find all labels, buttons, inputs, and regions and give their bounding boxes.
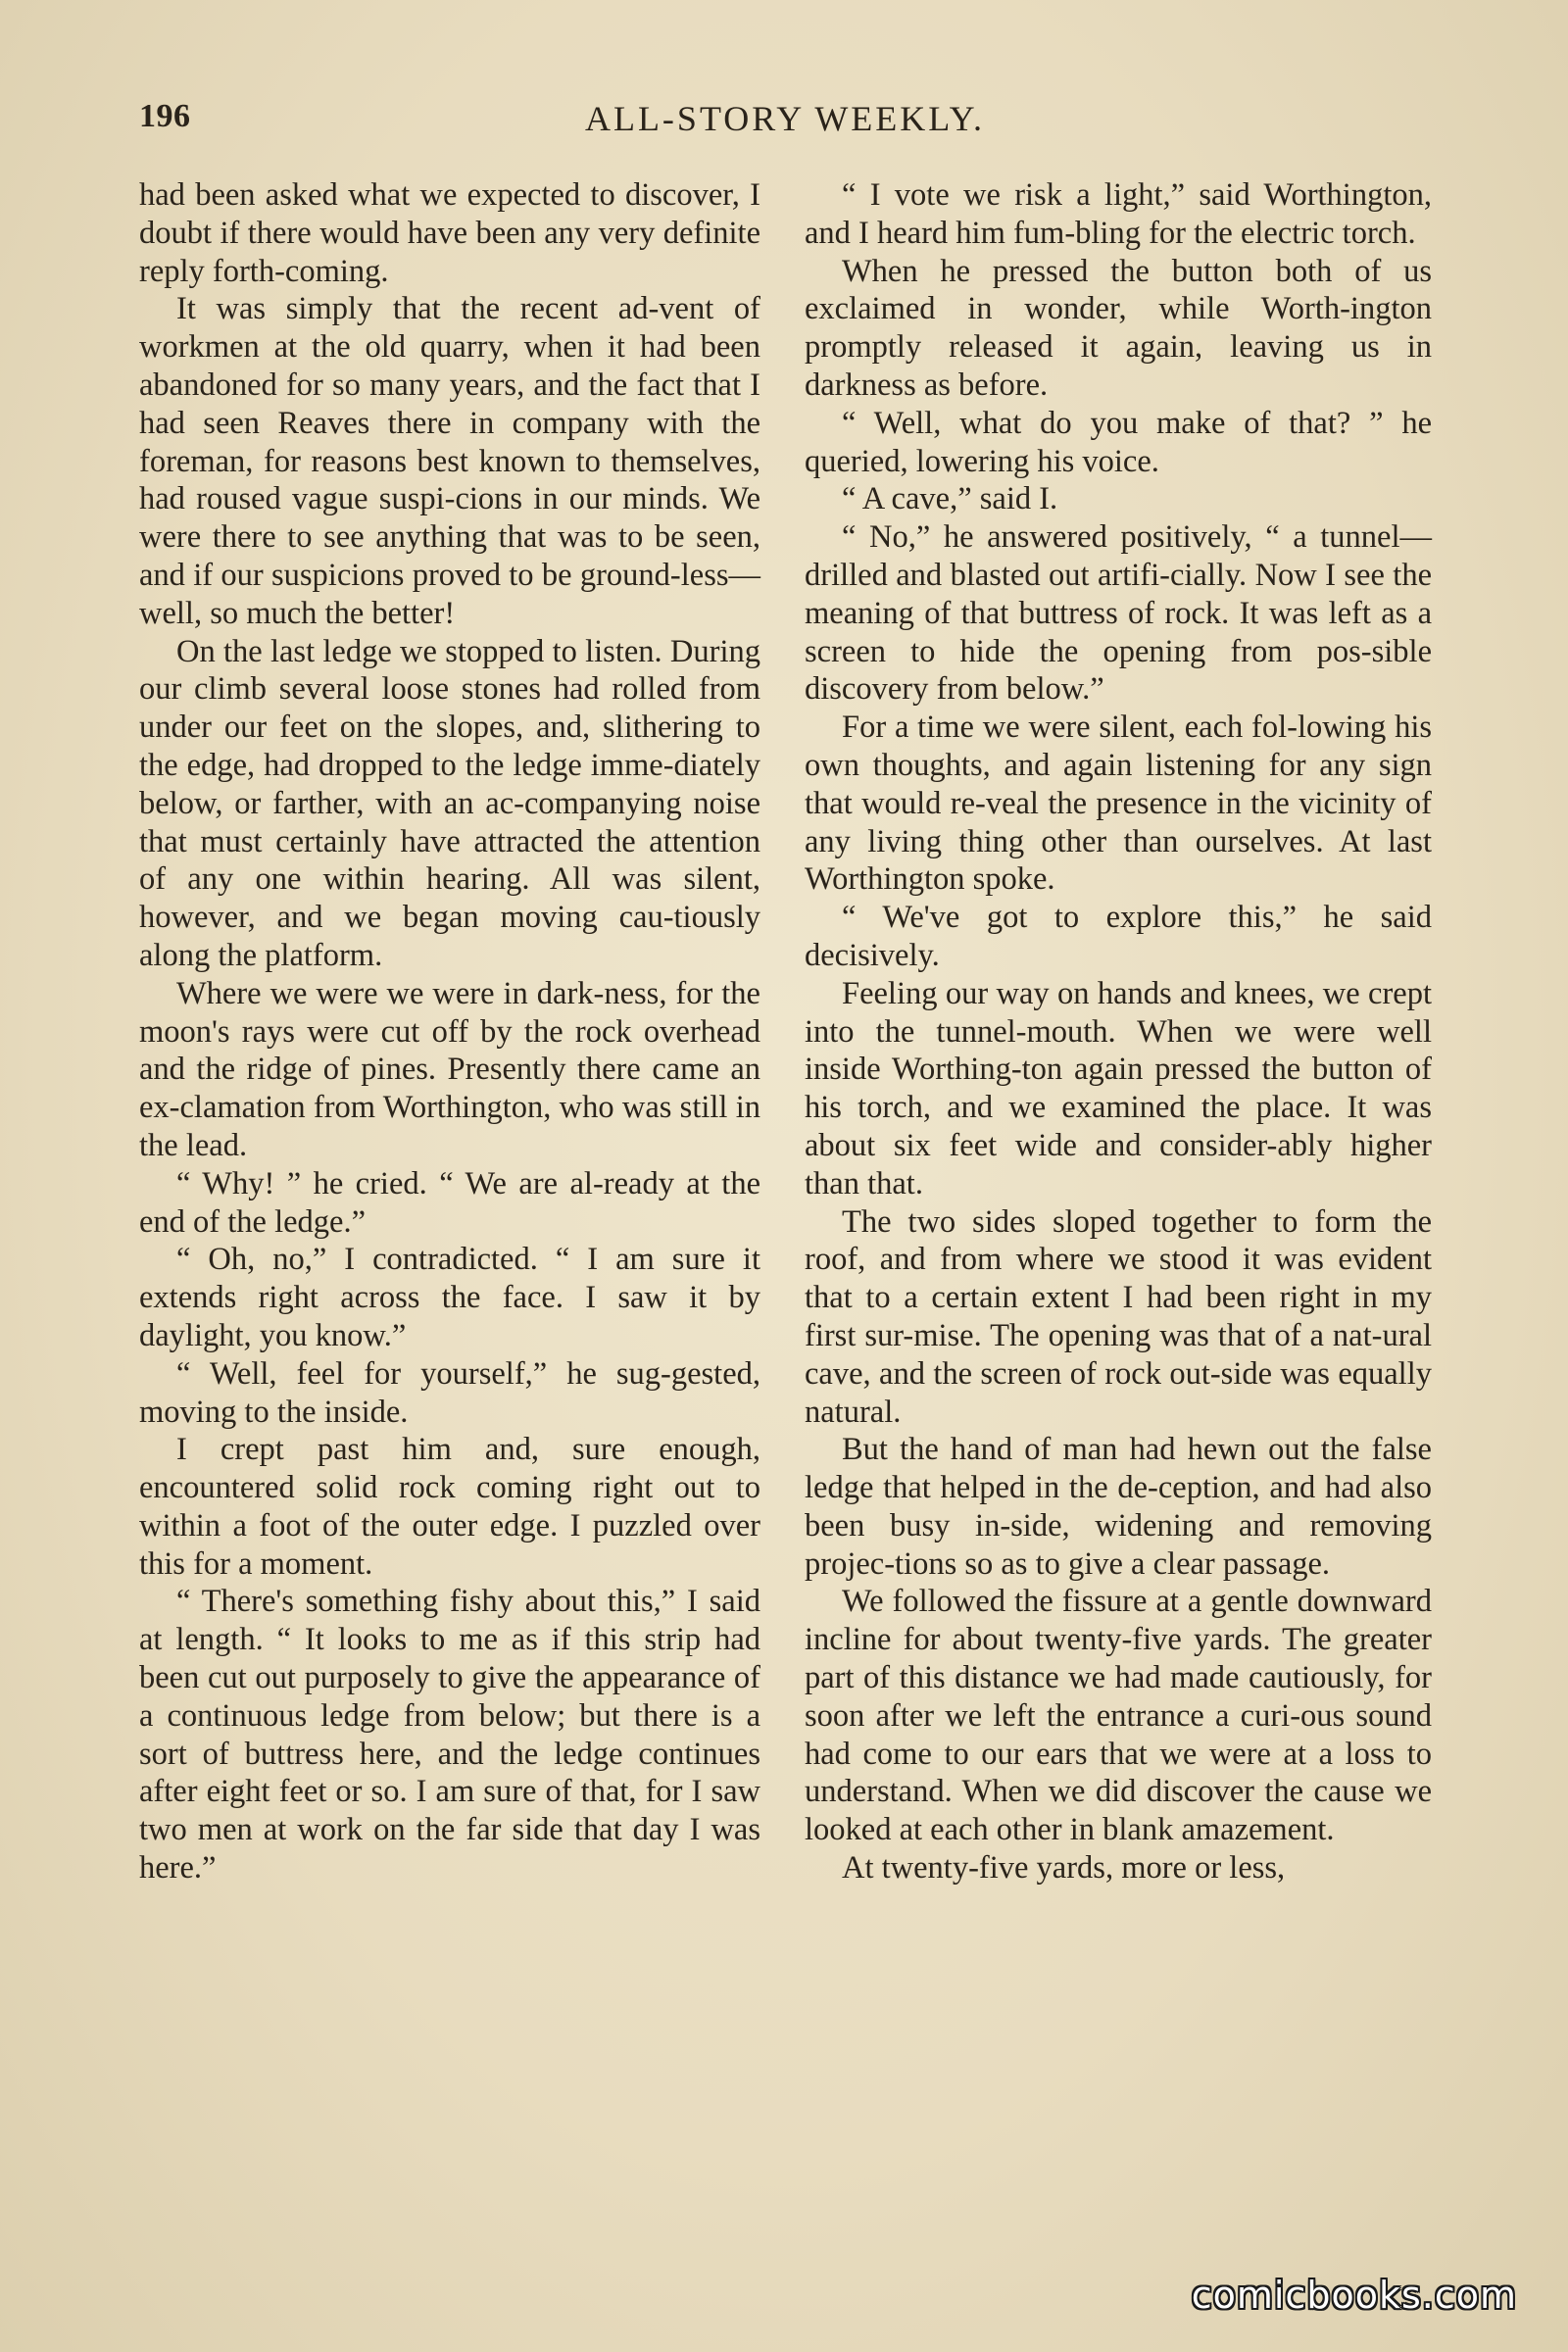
paragraph: “ A cave,” said I. xyxy=(842,481,1058,517)
paragraph: “ Well, feel for yourself,” he sug-gested, moving to the inside. xyxy=(139,1355,760,1430)
paragraph: “ Why! ” he cried. “ We are al-ready at the end of the ledge.” xyxy=(139,1165,760,1240)
paragraph: It was simply that the recent ad-vent of workmen at the old quarry, when it had been abandoned for so many years, and the fact that I had seen Reaves there in company with the foreman, for reasons best known to themselves, had roused vague suspi-cions in our minds. We were there to see anything that was to be seen, and if our suspicions proved to be ground-less—well, so much the better! xyxy=(139,291,760,631)
paragraph: Feeling our way on hands and knees, we crept into the tunnel-mouth. When we were well inside Worthing-ton again pressed the button of his torch, and we examined the place. It was about six feet wide and consider-ably higher than that. xyxy=(805,975,1432,1201)
page-header xyxy=(139,98,1431,147)
right-column xyxy=(805,176,1432,1887)
paragraph: But the hand of man had hewn out the false ledge that helped in the de-ception, and had also been busy in-side, widening and removing projec-tions so as to give a clear passage. xyxy=(805,1432,1432,1582)
paragraph: For a time we were silent, each fol-lowing his own thoughts, and again listening for any sign that would re-veal the presence in the vicinity of any living thing other than ourselves. At last Worthington spoke. xyxy=(805,710,1432,898)
paragraph: “ I vote we risk a light,” said Worthington, and I heard him fum-bling for the electric torch. xyxy=(805,177,1432,251)
running-head: ALL-STORY WEEKLY. xyxy=(584,99,986,138)
paragraph: At twenty-five yards, more or less, xyxy=(842,1850,1286,1886)
paragraph: “ There's something fishy about this,” I said at length. “ It looks to me as if this strip had been cut out purposely to give the appearance of a continuous ledge from below; but there is a sort of buttress here, and the ledge continues after eight feet or so. I am sure of that, for I saw two men at work on the far side that day I was here.” xyxy=(139,1584,760,1886)
paragraph: “ We've got to explore this,” he said decisively. xyxy=(805,900,1432,973)
paragraph: had been asked what we expected to discover, I doubt if there would have been any very definite reply forth-coming. xyxy=(139,177,760,289)
paragraph: We followed the fissure at a gentle downward incline for about twenty-five yards. The greater part of this distance we had made cautiously, for soon after we left the entrance a curi-ous sound had come to our ears that we were at a loss to understand. When we did discover the cause we looked at each other in blank amazement. xyxy=(805,1584,1432,1848)
paragraph: “ No,” he answered positively, “ a tunnel—drilled and blasted out artifi-cially. Now I see the meaning of that buttress of rock. It was left as a screen to hide the opening from pos-sible discovery from below.” xyxy=(805,519,1432,708)
paragraph: The two sides sloped together to form the roof, and from where we stood it was evident that to a certain extent I had been right in my first sur-mise. The opening was that of a nat-ural cave, and the screen of rock out-side was equally natural. xyxy=(805,1203,1432,1430)
paragraph: When he pressed the button both of us exclaimed in wonder, while Worth-ington promptly released it again, leaving us in darkness as before. xyxy=(805,253,1432,403)
page-number: 196 xyxy=(139,98,191,134)
left-column xyxy=(139,176,760,1887)
paragraph: Where we were we were in dark-ness, for the moon's rays were cut off by the rock overhead and the ridge of pines. Presently there came an ex-clamation from Worthington, who was still in the lead. xyxy=(139,975,760,1163)
watermark-logo: comicbooks.com xyxy=(1191,2274,1517,2317)
paragraph: On the last ledge we stopped to listen. During our climb several loose stones had rolled from under our feet on the slopes, and, slithering to the edge, had dropped to the ledge imme-diately below, or farther, with an ac-companying noise that must certainly have attracted the attention of any one within hearing. All was silent, however, and we began moving cau-tiously along the platform. xyxy=(139,633,760,973)
paragraph: “ Oh, no,” I contradicted. “ I am sure it extends right across the face. I saw it by daylight, you know.” xyxy=(139,1242,760,1353)
paragraph: “ Well, what do you make of that? ” he queried, lowering his voice. xyxy=(805,405,1432,479)
paragraph: I crept past him and, sure enough, encountered solid rock coming right out to within a foot of the outer edge. I puzzled over this for a moment. xyxy=(139,1432,760,1582)
